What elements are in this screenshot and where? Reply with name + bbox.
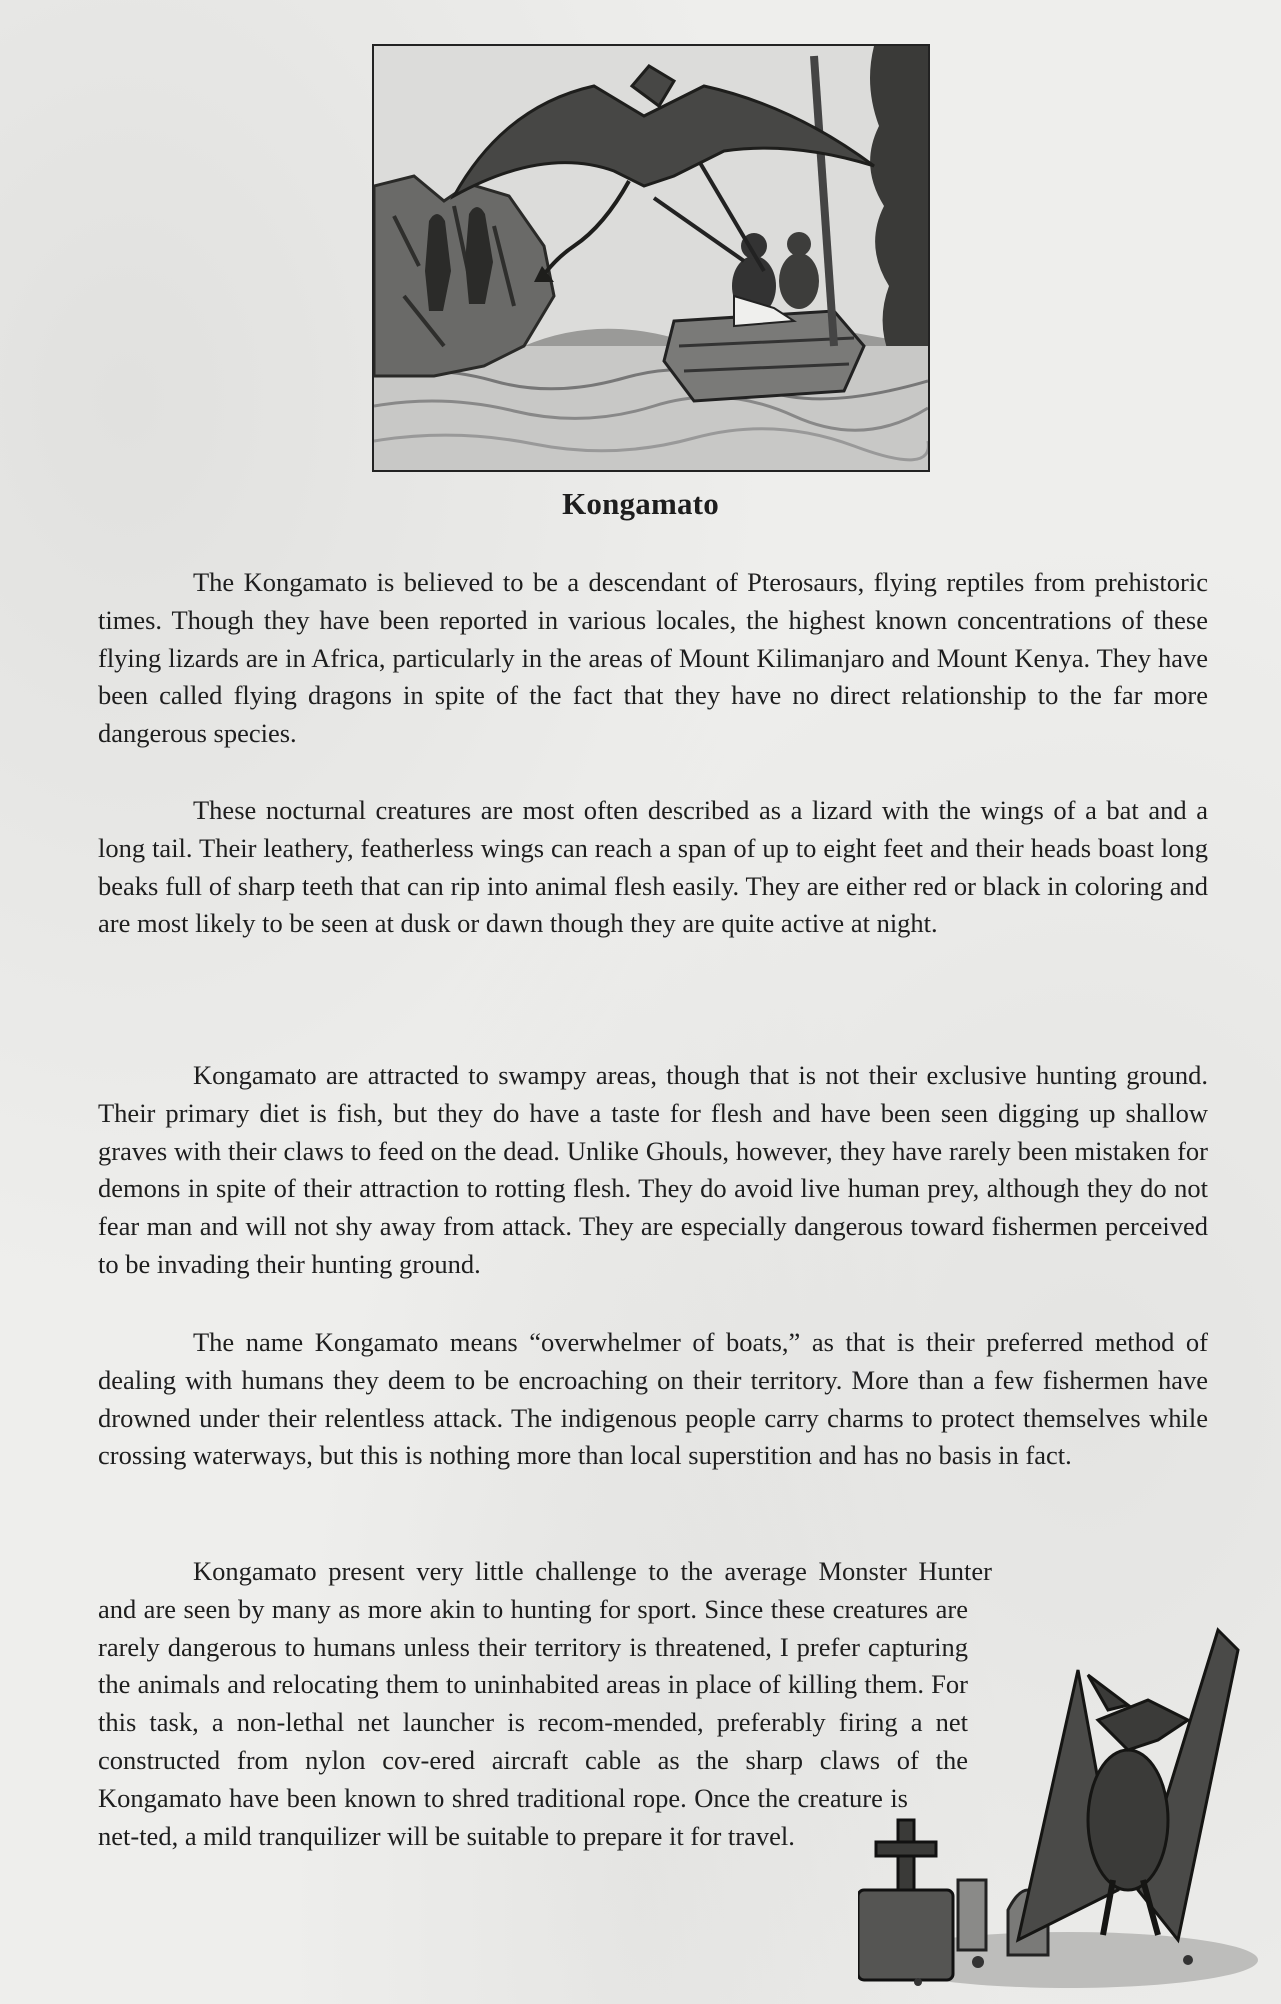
paragraph-5: Kongamato present very little challenge to the average Monster Hunter and are seen by many as more akin to hunting for sport. Since these creatures are rarely dangerous to humans unless their territory is threatened, I prefer capturing the animals and relocating them to uninhabited areas in place of killing them. For this task, a non-lethal net launcher is recom-mended, preferably firing a net constructed from nylon cov-ered aircraft cable as the sharp claws of the Kongamato have been known to shred traditional rope. Once the creature is net-ted, a mild tranquilizer will be suitable to prepare it for travel. [98, 1556, 992, 1851]
pterosaur-in-graveyard-illustration [858, 1590, 1258, 1990]
paragraph-4: The name Kongamato means “overwhelmer of boats,” as that is their preferred method of dealing with humans they deem to be encroaching on their territory. More than a few fishermen have drowned under their relentless attack. The indigenous people carry charms to protect themselves while crossing waterways, but this is nothing more than local superstition and has no basis in fact. [98, 1327, 1208, 1471]
paragraph-2: These nocturnal creatures are most often described as a lizard with the wings of a bat and a long tail. Their leathery, featherless wings can reach a span of up to eight feet and their heads boast long beaks full of sharp teeth that can rip into animal flesh easily. They are either red or black in coloring and are most likely to be seen at dusk or dawn though they are quite active at night. [98, 795, 1208, 939]
paragraph-1: The Kongamato is believed to be a descendant of Pterosaurs, flying reptiles from prehistoric times. Though they have been reported in various locales, the highest known concentrations of these flying lizards are in Africa, particularly in the areas of Mount Kilimanjaro and Mount Kenya. They have been called flying dragons in spite of the fact that they have no direct relationship to the far more dangerous species. [98, 567, 1208, 749]
pterosaur-attacking-boat-illustration [372, 44, 930, 472]
figure-caption: Kongamato [562, 486, 719, 521]
illustration-art [374, 46, 928, 470]
paragraph-3: Kongamato are attracted to swampy areas, though that is not their exclusive hunting ground. Their primary diet is fish, but they do have a taste for flesh and have been seen digging up shallow graves with their claws to feed on the dead. Unlike Ghouls, however, they have rarely been mistaken for demons in spite of their attraction to rotting flesh. They do avoid live human prey, although they do not fear man and will not shy away from attack. They are especially dangerous toward fishermen perceived to be invading their hunting ground. [98, 1060, 1208, 1279]
